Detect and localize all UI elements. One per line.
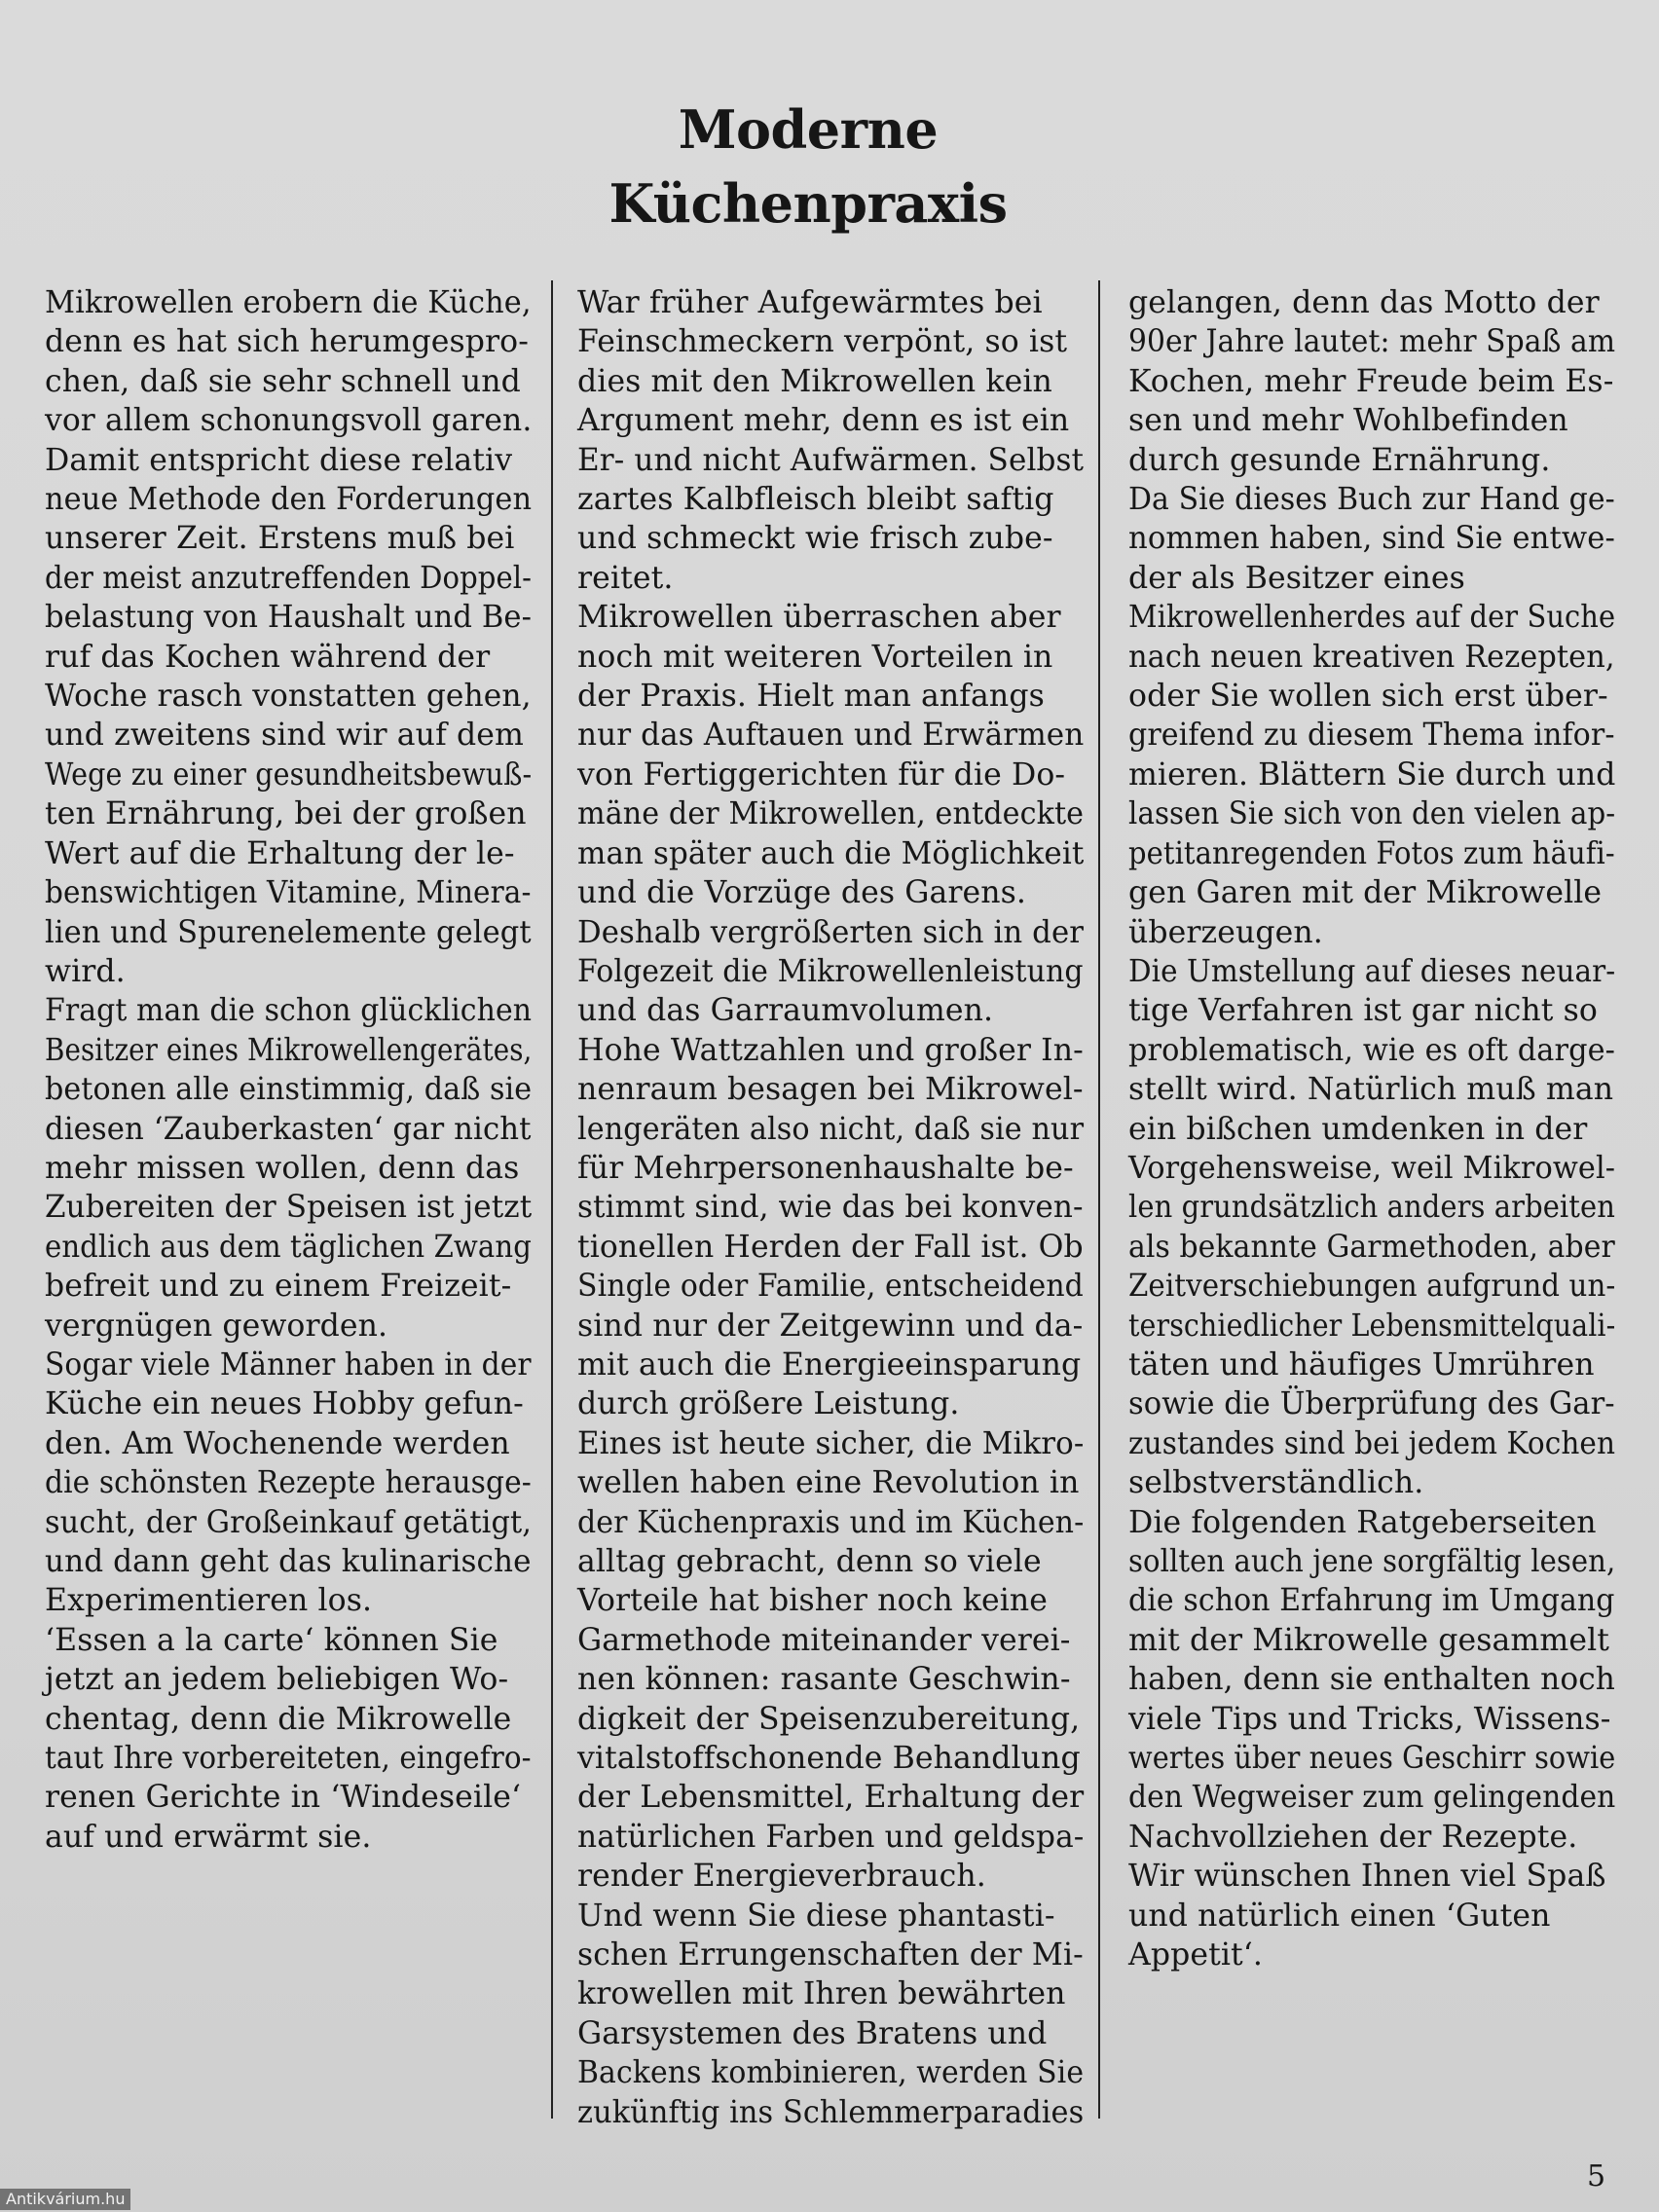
text-line: sowie die Überprüfung des Gar- (1128, 1386, 1615, 1422)
text-line: nommen haben, sind Sie entwe- (1128, 521, 1615, 557)
text-line: chen, daß sie sehr schnell und (45, 363, 521, 399)
text-line: zukünftig ins Schlemmerparadies (577, 2094, 1085, 2130)
text-line: Fragt man die schon glücklichen (45, 993, 533, 1029)
text-line: Besitzer eines Mikrowellengerätes, (45, 1032, 533, 1068)
text-line: ruf das Kochen während der (45, 639, 491, 675)
text-line: jetzt an jedem beliebigen Wo- (45, 1662, 509, 1698)
text-column-2 (577, 283, 1084, 2132)
title-line-2: Küchenpraxis (608, 172, 1008, 235)
text-line: Garsystemen des Bratens und (577, 2015, 1048, 2051)
text-line: taut Ihre vorbereiteten, eingefro- (45, 1741, 532, 1777)
text-line: befreit und zu einem Freizeit- (45, 1269, 512, 1305)
text-line: mieren. Blättern Sie durch und (1128, 756, 1616, 793)
text-line: Mikrowellen überraschen aber (577, 600, 1061, 636)
text-line: endlich aus dem täglichen Zwang (45, 1229, 532, 1265)
text-line: nenraum besagen bei Mikrowel- (577, 1072, 1084, 1108)
text-line: Die Umstellung auf dieses neuar- (1128, 953, 1616, 989)
text-line: der Lebensmittel, Erhaltung der (577, 1780, 1085, 1816)
text-line: und zweitens sind wir auf dem (45, 718, 524, 754)
text-line: Die folgenden Ratgeberseiten (1128, 1504, 1597, 1540)
text-line: digkeit der Speisenzubereitung, (577, 1701, 1081, 1737)
text-line: sind nur der Zeitgewinn und da- (577, 1308, 1084, 1344)
text-line: Zeitverschiebungen aufgrund un- (1128, 1269, 1616, 1305)
text-line: und das Garraumvolumen. (577, 993, 994, 1029)
text-line: tige Verfahren ist gar nicht so (1128, 993, 1598, 1029)
text-line: belastung von Haushalt und Be- (45, 600, 533, 636)
text-line: Vorgehensweise, weil Mikrowel- (1128, 1150, 1616, 1186)
text-line: problematisch, wie es oft darge- (1128, 1032, 1616, 1068)
text-line: render Energieverbrauch. (577, 1859, 986, 1895)
text-line: ein bißchen umdenken in der (1128, 1111, 1588, 1147)
text-line: den Wegweiser zum gelingenden (1128, 1780, 1616, 1816)
text-line: und schmeckt wie frisch zube- (577, 521, 1053, 557)
text-line: Wert auf die Erhaltung der le- (45, 835, 515, 871)
text-line: Hohe Wattzahlen und großer In- (577, 1032, 1084, 1068)
column-divider-1 (551, 280, 553, 2119)
text-line: Damit entspricht diese relativ (45, 442, 513, 478)
text-line: diesen ‘Zauberkasten‘ gar nicht (45, 1111, 532, 1147)
text-line: tionellen Herden der Fall ist. Ob (577, 1229, 1084, 1265)
text-line: mit auch die Energieeinsparung (577, 1346, 1082, 1382)
text-line: der Praxis. Hielt man anfangs (577, 679, 1045, 715)
text-line: überzeugen. (1128, 914, 1323, 950)
text-line: die schönsten Rezepte herausge- (45, 1465, 532, 1501)
text-line: Experimentieren los. (45, 1583, 373, 1619)
text-line: wird. (45, 953, 126, 989)
text-line: und die Vorzüge des Garens. (577, 875, 1027, 911)
text-line: schen Errungenschaften der Mi- (577, 1937, 1084, 1973)
text-line: Küche ein neues Hobby gefun- (45, 1386, 524, 1422)
text-line: lengeräten also nicht, daß sie nur (577, 1111, 1085, 1147)
text-line: viele Tips und Tricks, Wissens- (1128, 1701, 1611, 1737)
text-line: unserer Zeit. Erstens muß bei (45, 521, 515, 557)
text-line: nach neuen kreativen Rezepten, (1128, 639, 1615, 675)
text-line: terschiedlicher Lebensmittelquali- (1128, 1308, 1616, 1344)
text-line: wellen haben eine Revolution in (577, 1465, 1080, 1501)
text-line: selbstverständlich. (1128, 1465, 1424, 1501)
text-column-3 (1128, 283, 1615, 1974)
text-line: Single oder Familie, entscheidend (577, 1269, 1084, 1305)
text-line: lien und Spurenelemente gelegt (45, 914, 532, 950)
text-line: War früher Aufgewärmtes bei (577, 285, 1043, 320)
text-line: natürlichen Farben und geldspa- (577, 1819, 1085, 1855)
text-line: oder Sie wollen sich erst über- (1128, 679, 1608, 715)
text-line: Wir wünschen Ihnen viel Spaß (1128, 1859, 1606, 1895)
text-line: benswichtigen Vitamine, Minera- (45, 875, 532, 911)
text-line: der als Besitzer eines (1128, 560, 1465, 596)
text-line: Sogar viele Männer haben in der (45, 1346, 532, 1382)
text-line: neue Methode den Forderungen (45, 482, 533, 518)
text-line: Zubereiten der Speisen ist jetzt (45, 1190, 533, 1226)
text-line: vor allem schonungsvoll garen. (45, 403, 533, 439)
text-line: lassen Sie sich von den vielen ap- (1128, 796, 1616, 832)
text-line: greifend zu diesem Thema infor- (1128, 718, 1615, 754)
text-line: krowellen mit Ihren bewährten (577, 1976, 1066, 2012)
text-line: Mikrowellenherdes auf der Suche (1128, 600, 1616, 636)
text-line: die schon Erfahrung im Umgang (1128, 1583, 1615, 1619)
text-line: zustandes sind bei jedem Kochen (1128, 1425, 1616, 1461)
text-line: vergnügen geworden. (45, 1308, 388, 1344)
text-line: mäne der Mikrowellen, entdeckte (577, 796, 1085, 832)
text-line: dies mit den Mikrowellen kein (577, 363, 1052, 399)
title-line-1: Moderne (678, 98, 939, 161)
text-line: Er- und nicht Aufwärmen. Selbst (577, 442, 1085, 478)
page-title (545, 92, 1071, 240)
text-line: vitalstoffschonende Behandlung (577, 1741, 1081, 1777)
text-line: noch mit weiteren Vorteilen in (577, 639, 1053, 675)
text-line: Kochen, mehr Freude beim Es- (1128, 363, 1614, 399)
text-line: Da Sie dieses Buch zur Hand ge- (1128, 482, 1615, 518)
text-line: Eines ist heute sicher, die Mikro- (577, 1425, 1085, 1461)
text-line: nen können: rasante Geschwin- (577, 1662, 1071, 1698)
text-line: stellt wird. Natürlich muß man (1128, 1072, 1614, 1108)
text-line: von Fertiggerichten für die Do- (577, 756, 1066, 793)
text-line: der meist anzutreffenden Doppel- (45, 560, 533, 596)
text-line: renen Gerichte in ‘Windeseile‘ (45, 1780, 522, 1816)
text-line: zartes Kalbfleisch bleibt saftig (577, 482, 1054, 518)
text-line: Feinschmeckern verpönt, so ist (577, 324, 1068, 360)
text-line: Deshalb vergrößerten sich in der (577, 914, 1085, 950)
text-line: auf und erwärmt sie. (45, 1819, 372, 1855)
text-line: als bekannte Garmethoden, aber (1128, 1229, 1615, 1265)
text-line: chentag, denn die Mikrowelle (45, 1701, 512, 1737)
text-line: len grundsätzlich anders arbeiten (1128, 1190, 1615, 1226)
text-line: gen Garen mit der Mikrowelle (1128, 875, 1603, 911)
text-line: stimmt sind, wie das bei konven- (577, 1190, 1084, 1226)
text-line: mit der Mikrowelle gesammelt (1128, 1622, 1610, 1658)
text-line: gelangen, denn das Motto der (1128, 285, 1600, 320)
text-line: durch größere Leistung. (577, 1386, 960, 1422)
text-line: durch gesunde Ernährung. (1128, 442, 1551, 478)
text-line: Woche rasch vonstatten gehen, (45, 679, 532, 715)
text-line: der Küchenpraxis und im Küchen- (577, 1504, 1085, 1540)
text-line: wertes über neues Geschirr sowie (1128, 1741, 1616, 1777)
text-line: mehr missen wollen, denn das (45, 1150, 520, 1186)
text-line: den. Am Wochenende werden (45, 1425, 510, 1461)
text-line: alltag gebracht, denn so viele (577, 1544, 1042, 1579)
text-line: Und wenn Sie diese phantasti- (577, 1898, 1055, 1934)
column-divider-2 (1098, 280, 1100, 2119)
text-line: betonen alle einstimmig, daß sie (45, 1072, 533, 1108)
text-line: nur das Auftauen und Erwärmen (577, 718, 1085, 754)
text-line: reitet. (577, 560, 674, 596)
text-line: täten und häufiges Umrühren (1128, 1346, 1595, 1382)
text-column-1 (45, 283, 532, 1857)
text-line: Wege zu einer gesundheitsbewuß- (45, 756, 533, 793)
text-line: für Mehrpersonenhaushalte be- (577, 1150, 1074, 1186)
text-line: ten Ernährung, bei der großen (45, 796, 527, 832)
text-line: denn es hat sich herumgespro- (45, 324, 529, 360)
text-line: sollten auch jene sorgfältig lesen, (1128, 1544, 1616, 1579)
text-line: Garmethode miteinander verei- (577, 1622, 1071, 1658)
text-line: Appetit‘. (1128, 1937, 1264, 1973)
text-line: Backens kombinieren, werden Sie (577, 2055, 1085, 2091)
text-line: petitanregenden Fotos zum häufi- (1128, 835, 1615, 871)
text-line: und dann geht das kulinarische (45, 1544, 532, 1579)
text-line: und natürlich einen ‘Guten (1128, 1898, 1551, 1934)
text-line: sen und mehr Wohlbefinden (1128, 403, 1568, 439)
text-line: sucht, der Großeinkauf getätigt, (45, 1504, 533, 1540)
page-number: 5 (1587, 2159, 1606, 2194)
text-line: man später auch die Möglichkeit (577, 835, 1085, 871)
text-line: Folgezeit die Mikrowellenleistung (577, 953, 1084, 989)
text-line: haben, denn sie enthalten noch (1128, 1662, 1616, 1698)
text-line: 90er Jahre lautet: mehr Spaß am (1128, 324, 1616, 360)
text-line: Mikrowellen erobern die Küche, (45, 285, 532, 320)
watermark: Antikvárium.hu (0, 2189, 130, 2210)
text-line: ‘Essen a la carte‘ können Sie (45, 1622, 498, 1658)
text-line: Nachvollziehen der Rezepte. (1128, 1819, 1578, 1855)
text-line: Vorteile hat bisher noch keine (577, 1583, 1049, 1619)
text-line: Argument mehr, denn es ist ein (577, 403, 1070, 439)
